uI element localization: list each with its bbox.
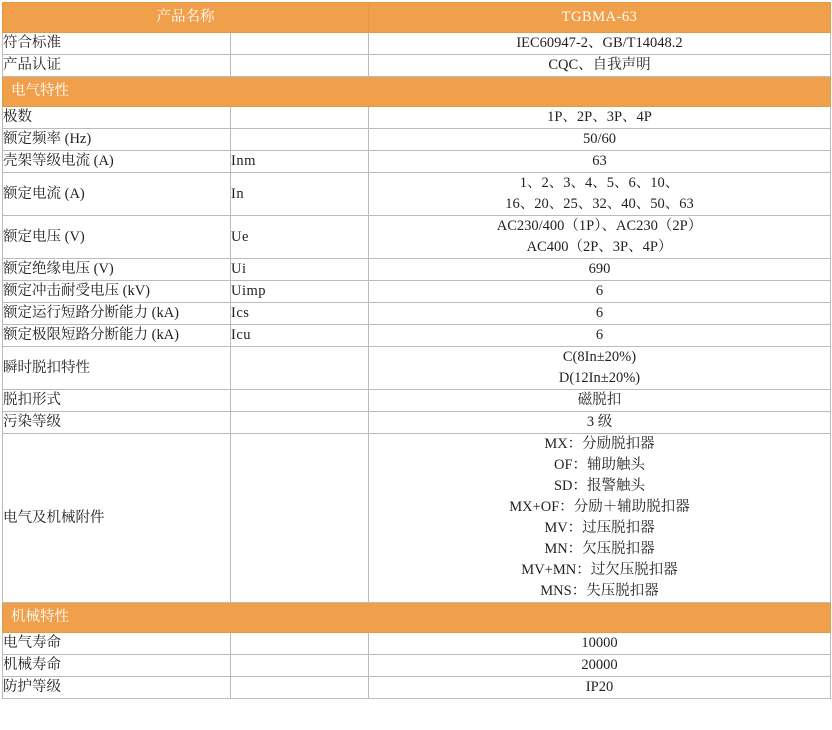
table-row <box>3 107 831 129</box>
table-row <box>3 173 831 216</box>
row-value-line: C(8In±20%) <box>562 349 637 366</box>
row-value <box>369 303 831 325</box>
row-symbol <box>231 434 369 603</box>
row-value <box>369 173 831 216</box>
row-label: 额定冲击耐受电压 (kV) <box>3 281 231 303</box>
row-value-line: 20000 <box>581 657 618 674</box>
row-symbol <box>231 655 369 677</box>
table-row <box>3 633 831 655</box>
row-label: 额定电流 (A) <box>3 173 231 216</box>
row-label: 机械寿命 <box>3 655 231 677</box>
row-symbol: Icu <box>231 325 369 347</box>
row-symbol <box>231 129 369 151</box>
row-label: 电气寿命 <box>3 633 231 655</box>
row-value-line: 3 级 <box>586 414 613 431</box>
spec-table-body <box>3 3 831 699</box>
table-row <box>3 390 831 412</box>
row-value-line: MV：过压脱扣器 <box>544 520 655 537</box>
row-label: 符合标准 <box>3 33 231 55</box>
row-value-line: 10000 <box>581 635 618 652</box>
row-value <box>369 434 831 603</box>
row-symbol <box>231 390 369 412</box>
row-value <box>369 33 831 55</box>
row-symbol: Ui <box>231 259 369 281</box>
row-label: 污染等级 <box>3 412 231 434</box>
row-value <box>369 390 831 412</box>
section-band-label: 电气特性 <box>3 77 831 107</box>
section-band-row <box>3 77 831 107</box>
row-label: 产品认证 <box>3 55 231 77</box>
table-row <box>3 216 831 259</box>
row-value-line: 6 <box>595 327 604 344</box>
row-value <box>369 325 831 347</box>
table-row <box>3 412 831 434</box>
row-symbol: Inm <box>231 151 369 173</box>
row-value <box>369 107 831 129</box>
product-name-header: 产品名称 <box>3 3 369 33</box>
row-symbol: In <box>231 173 369 216</box>
row-label: 电气及机械附件 <box>3 434 231 603</box>
row-value-line: D(12In±20%) <box>558 370 641 387</box>
row-value-line: IP20 <box>585 679 614 696</box>
row-value-line: AC230/400（1P）、AC230（2P） <box>496 218 703 235</box>
row-label: 额定运行短路分断能力 (kA) <box>3 303 231 325</box>
table-row <box>3 303 831 325</box>
row-label: 壳架等级电流 (A) <box>3 151 231 173</box>
row-value-line: CQC、自我声明 <box>548 57 651 74</box>
row-value-line: 6 <box>595 305 604 322</box>
row-value <box>369 259 831 281</box>
row-value-line: 690 <box>588 261 611 278</box>
row-value-line: 1、2、3、4、5、6、10、 <box>519 175 680 192</box>
table-row <box>3 347 831 390</box>
table-row <box>3 677 831 699</box>
row-value-line: MV+MN：过欠压脱扣器 <box>521 562 678 579</box>
row-value-line: MNS：失压脱扣器 <box>540 583 659 600</box>
row-symbol: Ue <box>231 216 369 259</box>
row-symbol: Ics <box>231 303 369 325</box>
row-label: 额定极限短路分断能力 (kA) <box>3 325 231 347</box>
row-value <box>369 216 831 259</box>
row-symbol <box>231 107 369 129</box>
row-value <box>369 129 831 151</box>
row-symbol <box>231 33 369 55</box>
table-row <box>3 33 831 55</box>
row-symbol: Uimp <box>231 281 369 303</box>
table-row <box>3 434 831 603</box>
table-row <box>3 325 831 347</box>
row-label: 脱扣形式 <box>3 390 231 412</box>
row-value-line: 16、20、25、32、40、50、63 <box>505 196 694 213</box>
product-model-header: TGBMA-63 <box>369 3 831 33</box>
row-value <box>369 151 831 173</box>
row-value <box>369 55 831 77</box>
row-value <box>369 633 831 655</box>
row-value-line: SD：报警触头 <box>553 478 646 495</box>
table-row <box>3 259 831 281</box>
row-value <box>369 347 831 390</box>
row-value-line: 6 <box>595 283 604 300</box>
row-label: 瞬时脱扣特性 <box>3 347 231 390</box>
row-label: 额定频率 (Hz) <box>3 129 231 151</box>
row-symbol <box>231 677 369 699</box>
row-value-line: MX：分励脱扣器 <box>544 436 655 453</box>
table-row <box>3 655 831 677</box>
row-value-line: 1P、2P、3P、4P <box>547 109 652 126</box>
row-value <box>369 655 831 677</box>
table-title-row <box>3 3 831 33</box>
row-value-line: 50/60 <box>582 131 617 148</box>
table-row <box>3 129 831 151</box>
table-row <box>3 151 831 173</box>
section-band-row <box>3 603 831 633</box>
row-value-line: AC400（2P、3P、4P） <box>526 239 673 256</box>
table-row <box>3 281 831 303</box>
product-spec-table <box>2 2 831 699</box>
row-value-line: 磁脱扣 <box>577 392 622 409</box>
row-value-line: MN：欠压脱扣器 <box>544 541 655 558</box>
row-symbol <box>231 633 369 655</box>
row-value <box>369 677 831 699</box>
row-label: 额定绝缘电压 (V) <box>3 259 231 281</box>
table-row <box>3 55 831 77</box>
row-label: 防护等级 <box>3 677 231 699</box>
row-value-line: OF：辅助触头 <box>553 457 646 474</box>
row-label: 极数 <box>3 107 231 129</box>
section-band-label: 机械特性 <box>3 603 831 633</box>
row-value-line: MX+OF：分励＋辅助脱扣器 <box>509 499 690 516</box>
row-value-line: IEC60947-2、GB/T14048.2 <box>516 35 683 52</box>
row-value <box>369 412 831 434</box>
row-symbol <box>231 55 369 77</box>
row-symbol <box>231 347 369 390</box>
row-value <box>369 281 831 303</box>
row-label: 额定电压 (V) <box>3 216 231 259</box>
row-value-line: 63 <box>592 153 607 170</box>
row-symbol <box>231 412 369 434</box>
